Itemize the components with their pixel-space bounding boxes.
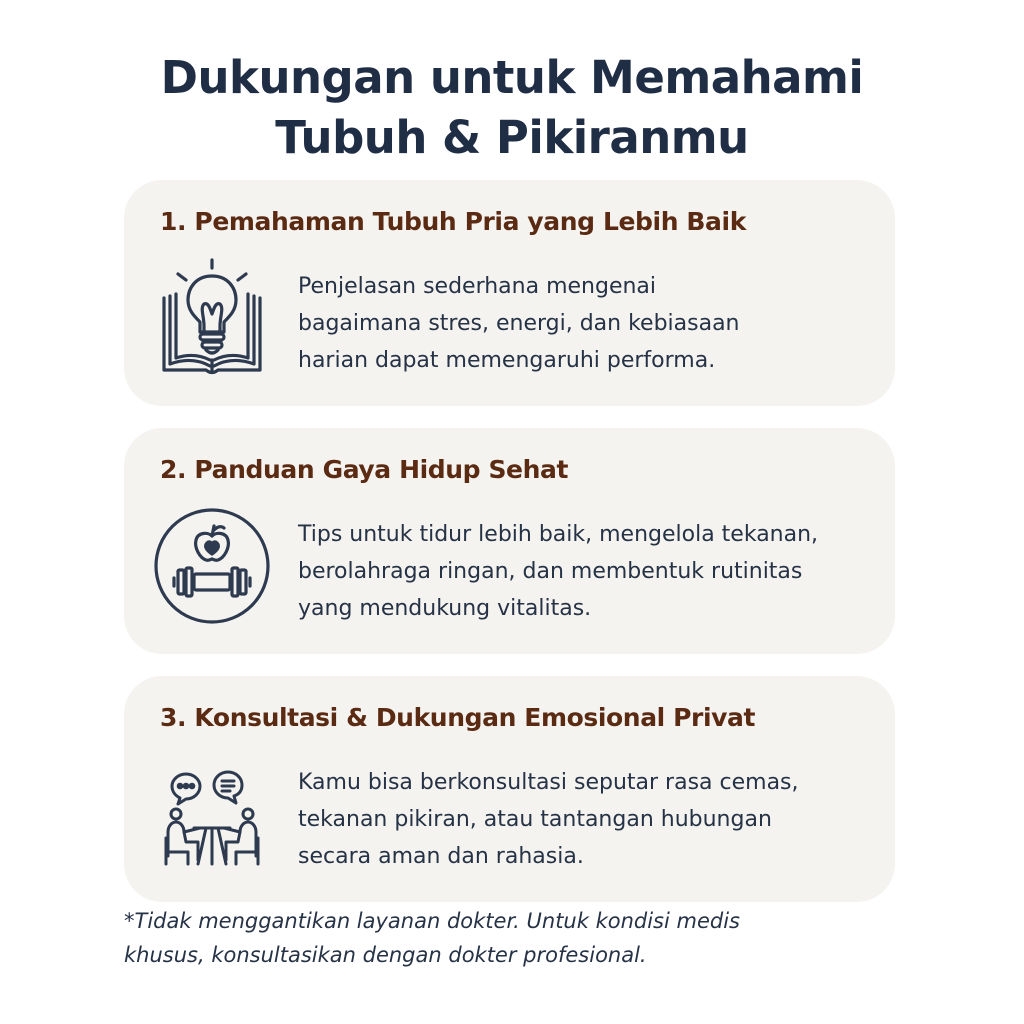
page-title-line-2: Tubuh & Pikiranmu (275, 111, 749, 164)
card-description-line: secara aman dan rahasia. (298, 844, 584, 869)
feature-card-body-understanding (124, 180, 895, 406)
card-description-line: Kamu bisa berkonsultasi seputar rasa cemas, (298, 770, 799, 795)
card-description (298, 516, 888, 627)
card-description-line: bagaimana stres, energi, dan kebiasaan (298, 311, 740, 336)
disclaimer-footnote (124, 904, 904, 972)
card-description-line: Tips untuk tidur lebih baik, mengelola tekanan, (298, 522, 819, 547)
card-heading: 2. Panduan Gaya Hidup Sehat (160, 455, 569, 484)
page-title-line-1: Dukungan untuk Memahami (160, 51, 864, 104)
feature-card-emotional-support (124, 676, 895, 902)
card-description-line: tekanan pikiran, atau tantangan hubungan (298, 807, 772, 832)
card-description-line: harian dapat memengaruhi performa. (298, 348, 716, 373)
page-title (0, 48, 1024, 168)
lightbulb-book-icon (154, 256, 278, 380)
card-heading: 1. Pemahaman Tubuh Pria yang Lebih Baik (160, 207, 746, 236)
card-description (298, 268, 888, 379)
apple-dumbbell-icon (154, 504, 278, 628)
card-description-line: Penjelasan sederhana mengenai (298, 274, 657, 299)
card-heading: 3. Konsultasi & Dukungan Emosional Privat (160, 703, 756, 732)
disclaimer-line-1: *Tidak menggantikan layanan dokter. Untuk kondisi medis (124, 909, 740, 933)
conversation-icon (154, 752, 278, 876)
card-description-line: yang mendukung vitalitas. (298, 596, 592, 621)
card-description-line: berolahraga ringan, dan membentuk rutinitas (298, 559, 803, 584)
feature-card-healthy-lifestyle (124, 428, 895, 654)
card-description (298, 764, 888, 875)
disclaimer-line-2: khusus, konsultasikan dengan dokter profesional. (124, 943, 647, 967)
